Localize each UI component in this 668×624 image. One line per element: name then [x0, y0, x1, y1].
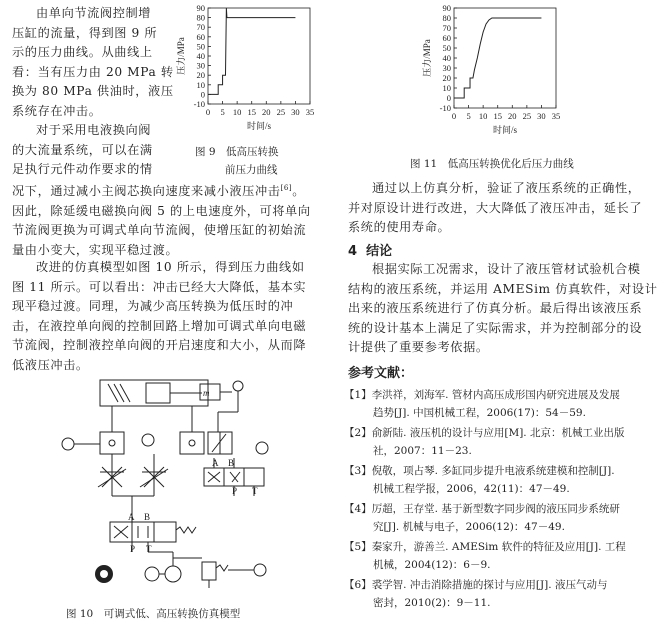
x-tick-label: 5 [220, 107, 225, 117]
y-tick-label: 10 [442, 83, 451, 93]
y-tick-label: 50 [196, 41, 205, 52]
x-tick-label: 20 [262, 107, 271, 117]
pressure-gauge-icon [254, 564, 266, 576]
pressure-series-line [208, 8, 295, 94]
section-title: 结论 [366, 244, 393, 259]
para-1 [12, 4, 174, 121]
reference-item [344, 576, 626, 612]
text-line: 因此，除延缓电磁换向阀 5 的上电速度外，可将单向 [12, 203, 311, 218]
y-tick-label: 0 [446, 93, 451, 103]
x-tick-label: 25 [522, 111, 532, 121]
reference-number: 【2】 [344, 427, 372, 439]
text-line: 足执行元件动作要求的情 [12, 162, 153, 176]
y-tick-label: 30 [442, 63, 451, 73]
x-tick-label: 0 [205, 107, 211, 117]
y-tick-label: 10 [196, 79, 205, 90]
text-line: 改进的仿真模型如图 10 所示，得到压力曲线如 [36, 260, 305, 274]
port-label: P [232, 486, 238, 496]
reference-item [344, 424, 626, 460]
x-tick-label: 10 [232, 107, 242, 117]
plot-frame [454, 8, 556, 108]
y-tick-label: 0 [200, 89, 205, 100]
text-line: 计提供了重要参考依据。 [348, 340, 489, 354]
para-2-cont [12, 179, 311, 260]
caption-line: 图 9 低高压转换 [195, 146, 279, 158]
y-tick-label: 20 [196, 70, 205, 81]
y-tick-label: 40 [196, 51, 205, 61]
plot-frame [208, 8, 310, 104]
y-tick-label: -10 [193, 99, 205, 109]
reference-text: 机械，2004(12)：6－9. [373, 559, 491, 571]
text-line: 图 11 所示。可以看出：冲击已经大大降低，基本实 [12, 279, 307, 294]
para-right-2 [348, 260, 658, 358]
y-axis-label: 压力/MPa [176, 37, 186, 75]
y-tick-label: 50 [442, 43, 451, 53]
x-tick-label: 30 [291, 107, 300, 117]
port-label: A [212, 458, 219, 468]
reference-text: 俞新陆. 液压机的设计与应用[M]. 北京：机械工业出版 [371, 427, 625, 439]
port-label: B [228, 458, 235, 468]
reference-text: 裘学智. 冲击消除措施的探讨与应用[J]. 液压气动与 [371, 579, 608, 591]
text-line: 出来的液压系统进行了仿真分析。最后得出该液压系 [348, 301, 643, 315]
y-tick-label: 70 [196, 22, 205, 33]
relief-valve [202, 562, 216, 580]
reference-text: 秦家升，游善兰. AMESim 软件的特征及应用[J]. 工程 [371, 541, 626, 553]
text-line: 系统存在冲击。 [12, 103, 102, 118]
text-line: 对于采用电液换向阀 [36, 123, 152, 137]
y-tick-label: 60 [196, 31, 205, 42]
pressure-gauge-icon [233, 381, 243, 391]
x-tick-label: 0 [451, 111, 457, 121]
text-line: 示的压力曲线。从曲线上 [12, 45, 153, 59]
text-fragment: 。 [292, 184, 306, 199]
reference-item [344, 386, 626, 422]
reference-number: 【3】 [344, 465, 372, 477]
x-axis-label: 时间/s [492, 125, 518, 135]
y-tick-label: 80 [196, 12, 205, 23]
x-tick-label: 10 [478, 111, 488, 121]
reference-text: 趋势[J]. 中国机械工程，2006(17)：54－59. [373, 407, 586, 419]
reference-text: 李洪祥，刘海军. 管材内高压成形国内研究进展及发展 [371, 389, 620, 401]
figure-9-caption [195, 143, 279, 179]
reference-text: 厉超，王存堂. 基于新型数字同步阀的液压同步系统研 [371, 503, 620, 515]
reference-item [344, 538, 626, 574]
references-title: 参考文献： [348, 366, 414, 381]
x-axis-label: 时间/s [246, 121, 272, 131]
x-tick-label: 25 [276, 107, 286, 117]
pressure-gauge-icon [256, 442, 268, 454]
text-line: 现平稳过渡。同理，为减少高压转换为低压时的冲 [12, 299, 294, 313]
reference-number: 【1】 [344, 389, 372, 401]
text-line: 的大流量系统，可以在满 [12, 142, 153, 157]
y-tick-label: -10 [439, 103, 451, 113]
y-tick-label: 40 [442, 53, 451, 63]
text-line: 通过以上仿真分析，验证了液压系统的正确性， [372, 181, 641, 195]
reference-number: 【5】 [344, 541, 372, 553]
y-tick-label: 90 [442, 3, 451, 13]
text-line [12, 179, 311, 202]
pressure-series-line [454, 18, 541, 98]
x-tick-label: 15 [493, 111, 502, 121]
text-line: 统的设计基本上满足了实际需求，并为控制部分的设 [348, 320, 643, 335]
y-tick-label: 20 [442, 73, 451, 83]
check-valve-left [100, 432, 124, 454]
x-tick-label: 35 [551, 111, 561, 121]
para-2-start [12, 121, 153, 180]
x-tick-label: 20 [508, 111, 517, 121]
port-label: T [146, 544, 152, 554]
text-line: 结构的液压系统，并运用 AMESim 仿真软件，对设计 [348, 281, 658, 296]
directional-valve-right [208, 432, 220, 454]
section-heading [348, 240, 392, 259]
reference-number: 【4】 [344, 503, 372, 515]
text-line: 换为 80 MPa 供油时，液压 [12, 84, 174, 98]
reference-text: 机械工程学报，2006，42(11)：47－49. [373, 483, 570, 495]
y-tick-label: 60 [442, 33, 451, 43]
reference-text: 社，2007：11－23. [373, 445, 472, 457]
text-line: 根据实际工况需求，设计了液压管材试验机合模 [372, 262, 641, 276]
text-line: 看：当有压力由 20 MPa 转 [12, 64, 174, 79]
y-axis-label: 压力/MPa [422, 39, 432, 77]
text-line: 击，在液控单向阀的控制回路上增加可调式单向电磁 [12, 318, 307, 333]
y-tick-label: 80 [442, 13, 451, 23]
motor-icon [145, 567, 159, 581]
x-tick-label: 30 [537, 111, 546, 121]
reference-item [344, 462, 626, 498]
reference-text: 倪敬，项占琴. 多缸同步提升电液系统建模和控制[J]. [371, 465, 615, 477]
text-line: 由单向节流阀控制增 [36, 6, 152, 20]
text-line: 并对原设计进行改进，大大降低了液压冲击，延长了 [348, 200, 643, 215]
x-tick-label: 35 [305, 107, 315, 117]
text-line: 低液压冲击。 [12, 357, 89, 372]
section-number: 4 [348, 244, 358, 259]
reference-item [344, 500, 626, 536]
mass-label: m [203, 388, 210, 398]
text-line: 系统的使用寿命。 [348, 220, 451, 234]
y-tick-label: 90 [196, 3, 205, 13]
pump-icon [165, 566, 181, 582]
y-tick-label: 30 [196, 60, 205, 71]
figure-10-caption: 图 10 可调式低、高压转换仿真模型 [66, 608, 241, 620]
figure-11-caption: 图 11 低高压转换优化后压力曲线 [410, 158, 574, 170]
x-tick-label: 5 [466, 111, 471, 121]
caption-line: 前压力曲线 [225, 164, 278, 176]
text-line: 量由小变大，实现平稳过渡。 [12, 242, 179, 257]
pressure-gauge-icon [62, 438, 74, 450]
figure-11-chart [418, 2, 568, 140]
cylinder-rod-block [146, 383, 170, 403]
reference-list [344, 386, 626, 614]
port-label: P [130, 544, 136, 554]
para-right-1 [348, 179, 642, 238]
port-label: A [128, 512, 135, 522]
text-line: 压缸的流量，得到图 9 所 [12, 25, 158, 40]
para-3 [12, 258, 306, 375]
y-tick-label: 70 [442, 23, 451, 33]
reference-text: 密封，2010(2)：9－11. [373, 597, 491, 609]
reference-text: 究[J]. 机械与电子，2006(12)：47－49. [373, 521, 565, 533]
text-line: 节流阀，控制液控单向阀的开启速度和大小，从而降 [12, 338, 307, 352]
citation: [6] [280, 184, 293, 192]
port-label: B [144, 512, 151, 522]
text-fragment: 况下，通过减小主阀芯换向速度来减小液压冲击 [12, 184, 281, 199]
pressure-gauge-icon [142, 434, 154, 446]
figure-9-chart [172, 2, 322, 136]
text-line: 节流阀更换为可调式单向节流阀，使增压缸的初始流 [12, 223, 307, 238]
reference-number: 【6】 [344, 579, 372, 591]
port-label: T [252, 486, 258, 496]
x-tick-label: 15 [247, 107, 256, 117]
check-valve-mid [180, 432, 204, 454]
figure-10-schematic [52, 372, 276, 594]
